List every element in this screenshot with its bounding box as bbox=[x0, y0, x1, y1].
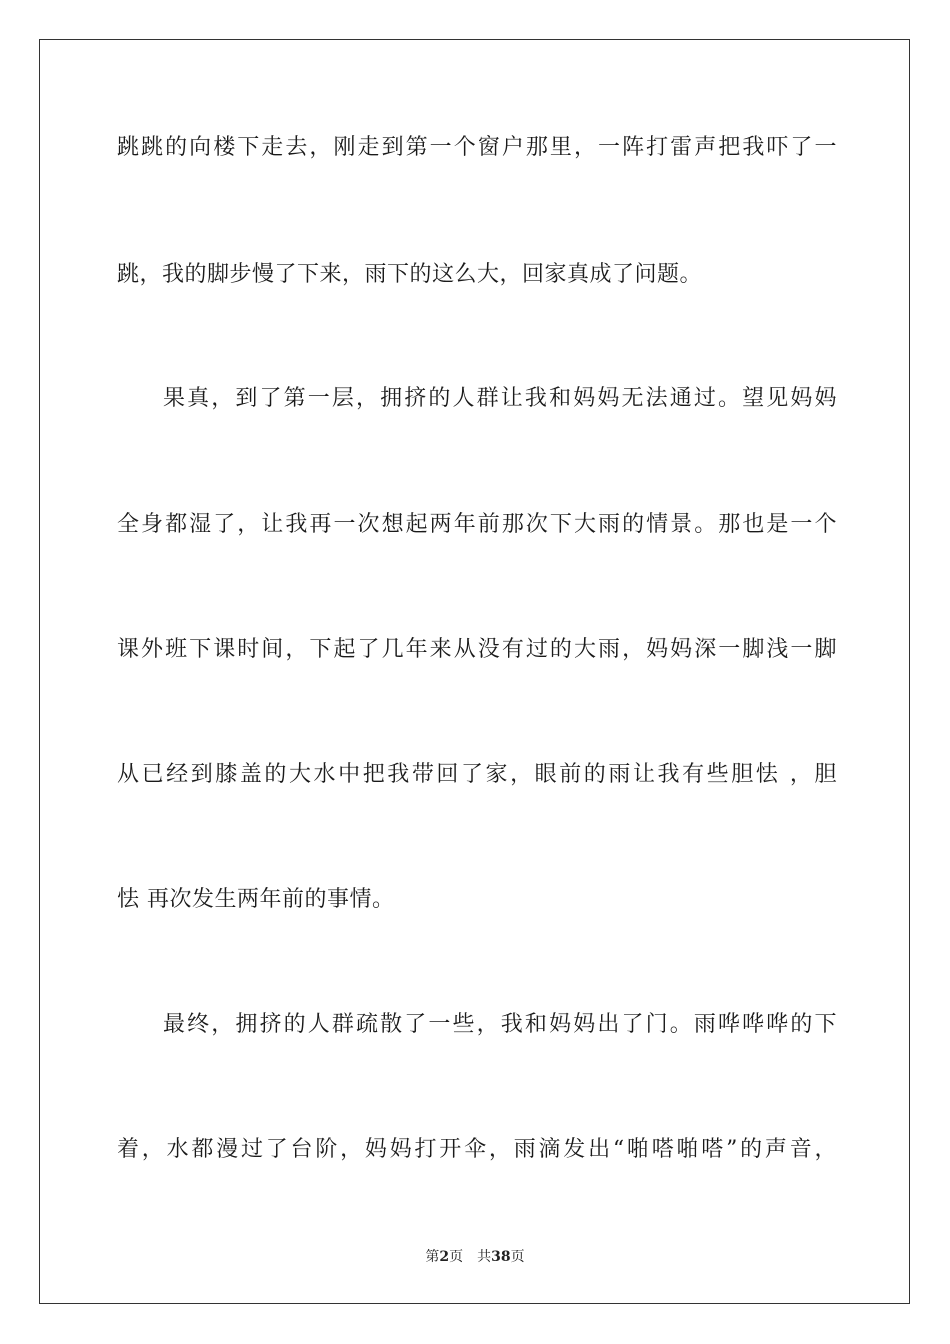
text-line-5: 课外班下课时间，下起了几年来从没有过的大雨，妈妈深一脚浅一脚 bbox=[117, 637, 837, 662]
text-line-8: 最终，拥挤的人群疏散了一些，我和妈妈出了门。雨哗哗哗的下 bbox=[163, 1012, 837, 1037]
page-suffix: 页 bbox=[449, 1249, 464, 1265]
total-suffix: 页 bbox=[510, 1249, 525, 1265]
text-line-3: 果真，到了第一层，拥挤的人群让我和妈妈无法通过。望见妈妈 bbox=[163, 386, 837, 411]
page-border bbox=[39, 39, 910, 1304]
total-prefix: 共 bbox=[477, 1249, 492, 1265]
text-line-1: 跳跳的向楼下走去，刚走到第一个窗户那里，一阵打雷声把我吓了一 bbox=[117, 135, 837, 160]
text-line-4: 全身都湿了，让我再一次想起两年前那次下大雨的情景。那也是一个 bbox=[117, 512, 837, 537]
text-line-2: 跳，我的脚步慢了下来，雨下的这么大，回家真成了问题。 bbox=[117, 262, 703, 287]
text-line-9: 着，水都漫过了台阶，妈妈打开伞，雨滴发出“啪嗒啪嗒”的声音， bbox=[117, 1137, 837, 1162]
text-line-6: 从已经到膝盖的大水中把我带回了家，眼前的雨让我有些胆怯 ，胆 bbox=[117, 762, 837, 787]
page-prefix: 第 bbox=[425, 1249, 440, 1265]
text-line-7: 怯 再次发生两年前的事情。 bbox=[117, 887, 395, 912]
page-footer bbox=[0, 1247, 950, 1267]
total-pages: 38 bbox=[491, 1249, 511, 1265]
page-number: 2 bbox=[439, 1249, 450, 1265]
